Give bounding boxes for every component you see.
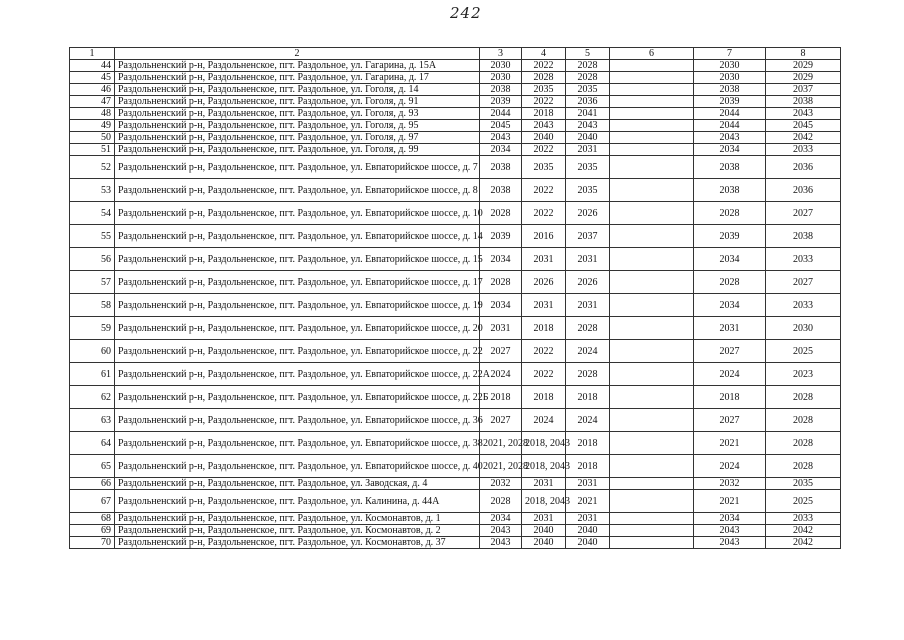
col8-cell: 2045 xyxy=(766,120,841,132)
table-row xyxy=(70,72,841,84)
col6-cell xyxy=(610,455,694,478)
col8-cell: 2033 xyxy=(766,294,841,317)
col5-cell: 2028 xyxy=(566,72,610,84)
col8-cell: 2025 xyxy=(766,490,841,513)
address-cell: Раздольненский р-н, Раздольненское, пгт. Раздольное, ул. Евпаторийское шоссе, д. 36 xyxy=(115,409,480,432)
col7-cell: 2044 xyxy=(694,120,766,132)
col6-cell xyxy=(610,525,694,537)
col3-cell: 2021, 2028 xyxy=(480,432,522,455)
row-number: 44 xyxy=(70,60,115,72)
col7-cell: 2027 xyxy=(694,340,766,363)
address-cell: Раздольненский р-н, Раздольненское, пгт. Раздольное, ул. Гоголя, д. 14 xyxy=(115,84,480,96)
address-cell: Раздольненский р-н, Раздольненское, пгт. Раздольное, ул. Гоголя, д. 93 xyxy=(115,108,480,120)
row-number: 61 xyxy=(70,363,115,386)
col3-cell: 2039 xyxy=(480,96,522,108)
row-number: 67 xyxy=(70,490,115,513)
address-cell: Раздольненский р-н, Раздольненское, пгт. Раздольное, ул. Евпаторийское шоссе, д. 38 xyxy=(115,432,480,455)
row-number: 59 xyxy=(70,317,115,340)
col4-cell: 2018, 2043 xyxy=(522,455,566,478)
col8-cell: 2028 xyxy=(766,386,841,409)
col4-cell: 2031 xyxy=(522,294,566,317)
col3-cell: 2032 xyxy=(480,478,522,490)
col6-cell xyxy=(610,478,694,490)
col5-cell: 2031 xyxy=(566,144,610,156)
col5-cell: 2043 xyxy=(566,120,610,132)
row-number: 45 xyxy=(70,72,115,84)
address-cell: Раздольненский р-н, Раздольненское, пгт. Раздольное, ул. Евпаторийское шоссе, д. 22 xyxy=(115,340,480,363)
col3-cell: 2043 xyxy=(480,525,522,537)
col4-cell: 2035 xyxy=(522,156,566,179)
address-cell: Раздольненский р-н, Раздольненское, пгт. Раздольное, ул. Космонавтов, д. 37 xyxy=(115,537,480,549)
address-cell: Раздольненский р-н, Раздольненское, пгт. Раздольное, ул. Евпаторийское шоссе, д. 15 xyxy=(115,248,480,271)
col3-cell: 2043 xyxy=(480,537,522,549)
col5-cell: 2018 xyxy=(566,432,610,455)
address-cell: Раздольненский р-н, Раздольненское, пгт. Раздольное, ул. Евпаторийское шоссе, д. 10 xyxy=(115,202,480,225)
col6-cell xyxy=(610,340,694,363)
table-row xyxy=(70,490,841,513)
col5-cell: 2040 xyxy=(566,537,610,549)
row-number: 58 xyxy=(70,294,115,317)
col4-cell: 2022 xyxy=(522,96,566,108)
col7-cell: 2034 xyxy=(694,294,766,317)
col7-cell: 2038 xyxy=(694,84,766,96)
col5-cell: 2035 xyxy=(566,156,610,179)
table-row xyxy=(70,386,841,409)
col7-cell: 2044 xyxy=(694,108,766,120)
table-row xyxy=(70,455,841,478)
col7-cell: 2043 xyxy=(694,132,766,144)
col6-cell xyxy=(610,120,694,132)
col8-cell: 2038 xyxy=(766,225,841,248)
col7-cell: 2024 xyxy=(694,363,766,386)
col6-cell xyxy=(610,108,694,120)
address-cell: Раздольненский р-н, Раздольненское, пгт. Раздольное, ул. Евпаторийское шоссе, д. 19 xyxy=(115,294,480,317)
address-cell: Раздольненский р-н, Раздольненское, пгт. Раздольное, ул. Гоголя, д. 95 xyxy=(115,120,480,132)
col3-cell: 2043 xyxy=(480,132,522,144)
col3-cell: 2044 xyxy=(480,108,522,120)
col4-cell: 2024 xyxy=(522,409,566,432)
col6-cell xyxy=(610,386,694,409)
col5-cell: 2031 xyxy=(566,248,610,271)
col4-cell: 2035 xyxy=(522,84,566,96)
col6-cell xyxy=(610,225,694,248)
col5-cell: 2035 xyxy=(566,179,610,202)
col4-cell: 2043 xyxy=(522,120,566,132)
col8-cell: 2042 xyxy=(766,525,841,537)
col5-cell: 2024 xyxy=(566,340,610,363)
col5-cell: 2031 xyxy=(566,513,610,525)
col8-cell: 2027 xyxy=(766,271,841,294)
col5-cell: 2018 xyxy=(566,455,610,478)
col8-cell: 2028 xyxy=(766,455,841,478)
col6-cell xyxy=(610,132,694,144)
table-row xyxy=(70,478,841,490)
col8-cell: 2036 xyxy=(766,179,841,202)
row-number: 69 xyxy=(70,525,115,537)
col7-cell: 2043 xyxy=(694,537,766,549)
address-cell: Раздольненский р-н, Раздольненское, пгт. Раздольное, ул. Евпаторийское шоссе, д. 22Б xyxy=(115,386,480,409)
address-cell: Раздольненский р-н, Раздольненское, пгт. Раздольное, ул. Евпаторийское шоссе, д. 7 xyxy=(115,156,480,179)
col4-cell: 2016 xyxy=(522,225,566,248)
col3-cell: 2034 xyxy=(480,294,522,317)
table-row xyxy=(70,156,841,179)
col4-cell: 2040 xyxy=(522,537,566,549)
col8-cell: 2037 xyxy=(766,84,841,96)
col3-cell: 2027 xyxy=(480,409,522,432)
col5-cell: 2031 xyxy=(566,294,610,317)
row-number: 48 xyxy=(70,108,115,120)
page-number: 242 xyxy=(450,4,482,22)
table-header-row xyxy=(70,48,841,60)
col3-cell: 2028 xyxy=(480,271,522,294)
table-row xyxy=(70,202,841,225)
col7-cell: 2039 xyxy=(694,96,766,108)
col4-cell: 2022 xyxy=(522,202,566,225)
col3-cell: 2039 xyxy=(480,225,522,248)
table-body xyxy=(70,60,841,549)
address-cell: Раздольненский р-н, Раздольненское, пгт. Раздольное, ул. Калинина, д. 44А xyxy=(115,490,480,513)
col3-cell: 2024 xyxy=(480,363,522,386)
row-number: 55 xyxy=(70,225,115,248)
col5-cell: 2036 xyxy=(566,96,610,108)
col6-cell xyxy=(610,248,694,271)
address-cell: Раздольненский р-н, Раздольненское, пгт. Раздольное, ул. Гоголя, д. 91 xyxy=(115,96,480,108)
document-table xyxy=(69,47,841,549)
table-row xyxy=(70,108,841,120)
col3-cell: 2027 xyxy=(480,340,522,363)
col7-cell: 2028 xyxy=(694,202,766,225)
col8-cell: 2042 xyxy=(766,132,841,144)
col4-cell: 2022 xyxy=(522,144,566,156)
col7-cell: 2043 xyxy=(694,525,766,537)
column-header-5: 5 xyxy=(566,48,610,60)
row-number: 50 xyxy=(70,132,115,144)
col7-cell: 2034 xyxy=(694,248,766,271)
col3-cell: 2018 xyxy=(480,386,522,409)
col7-cell: 2038 xyxy=(694,156,766,179)
address-cell: Раздольненский р-н, Раздольненское, пгт. Раздольное, ул. Евпаторийское шоссе, д. 20 xyxy=(115,317,480,340)
row-number: 68 xyxy=(70,513,115,525)
address-cell: Раздольненский р-н, Раздольненское, пгт. Раздольное, ул. Евпаторийское шоссе, д. 40 xyxy=(115,455,480,478)
col6-cell xyxy=(610,271,694,294)
table-row xyxy=(70,537,841,549)
col4-cell: 2018 xyxy=(522,317,566,340)
column-header-4: 4 xyxy=(522,48,566,60)
col6-cell xyxy=(610,202,694,225)
col3-cell: 2034 xyxy=(480,144,522,156)
table-row xyxy=(70,525,841,537)
column-header-3: 3 xyxy=(480,48,522,60)
col7-cell: 2032 xyxy=(694,478,766,490)
col6-cell xyxy=(610,294,694,317)
address-cell: Раздольненский р-н, Раздольненское, пгт. Раздольное, ул. Гагарина, д. 17 xyxy=(115,72,480,84)
row-number: 52 xyxy=(70,156,115,179)
col5-cell: 2041 xyxy=(566,108,610,120)
column-header-8: 8 xyxy=(766,48,841,60)
col7-cell: 2021 xyxy=(694,490,766,513)
table-row xyxy=(70,363,841,386)
col6-cell xyxy=(610,96,694,108)
col7-cell: 2039 xyxy=(694,225,766,248)
col6-cell xyxy=(610,156,694,179)
col7-cell: 2030 xyxy=(694,72,766,84)
table-row xyxy=(70,144,841,156)
table-row xyxy=(70,60,841,72)
col8-cell: 2028 xyxy=(766,432,841,455)
table-row xyxy=(70,340,841,363)
col8-cell: 2027 xyxy=(766,202,841,225)
col6-cell xyxy=(610,84,694,96)
col3-cell: 2038 xyxy=(480,156,522,179)
col4-cell: 2026 xyxy=(522,271,566,294)
col6-cell xyxy=(610,490,694,513)
col4-cell: 2031 xyxy=(522,478,566,490)
col7-cell: 2034 xyxy=(694,513,766,525)
address-cell: Раздольненский р-н, Раздольненское, пгт. Раздольное, ул. Заводская, д. 4 xyxy=(115,478,480,490)
row-number: 49 xyxy=(70,120,115,132)
col4-cell: 2022 xyxy=(522,179,566,202)
col3-cell: 2031 xyxy=(480,317,522,340)
table-row xyxy=(70,294,841,317)
col5-cell: 2040 xyxy=(566,525,610,537)
col8-cell: 2023 xyxy=(766,363,841,386)
column-header-7: 7 xyxy=(694,48,766,60)
address-cell: Раздольненский р-н, Раздольненское, пгт. Раздольное, ул. Евпаторийское шоссе, д. 8 xyxy=(115,179,480,202)
col4-cell: 2018, 2043 xyxy=(522,432,566,455)
col8-cell: 2042 xyxy=(766,537,841,549)
col4-cell: 2018 xyxy=(522,386,566,409)
col7-cell: 2038 xyxy=(694,179,766,202)
col8-cell: 2038 xyxy=(766,96,841,108)
row-number: 60 xyxy=(70,340,115,363)
col8-cell: 2030 xyxy=(766,317,841,340)
col8-cell: 2029 xyxy=(766,60,841,72)
table-row xyxy=(70,409,841,432)
col8-cell: 2029 xyxy=(766,72,841,84)
row-number: 63 xyxy=(70,409,115,432)
row-number: 51 xyxy=(70,144,115,156)
col5-cell: 2028 xyxy=(566,60,610,72)
col6-cell xyxy=(610,409,694,432)
row-number: 64 xyxy=(70,432,115,455)
row-number: 56 xyxy=(70,248,115,271)
col5-cell: 2028 xyxy=(566,363,610,386)
col8-cell: 2025 xyxy=(766,340,841,363)
col6-cell xyxy=(610,537,694,549)
table-row xyxy=(70,271,841,294)
col5-cell: 2037 xyxy=(566,225,610,248)
table-row xyxy=(70,179,841,202)
row-number: 54 xyxy=(70,202,115,225)
col8-cell: 2033 xyxy=(766,248,841,271)
col6-cell xyxy=(610,513,694,525)
col4-cell: 2022 xyxy=(522,60,566,72)
col3-cell: 2028 xyxy=(480,490,522,513)
table-row xyxy=(70,513,841,525)
col5-cell: 2031 xyxy=(566,478,610,490)
row-number: 57 xyxy=(70,271,115,294)
col3-cell: 2034 xyxy=(480,248,522,271)
row-number: 47 xyxy=(70,96,115,108)
table-row xyxy=(70,84,841,96)
col5-cell: 2021 xyxy=(566,490,610,513)
table-row xyxy=(70,225,841,248)
col5-cell: 2040 xyxy=(566,132,610,144)
col7-cell: 2018 xyxy=(694,386,766,409)
column-header-1: 1 xyxy=(70,48,115,60)
col6-cell xyxy=(610,72,694,84)
col3-cell: 2045 xyxy=(480,120,522,132)
col5-cell: 2035 xyxy=(566,84,610,96)
col5-cell: 2026 xyxy=(566,202,610,225)
col4-cell: 2028 xyxy=(522,72,566,84)
table-row xyxy=(70,120,841,132)
row-number: 53 xyxy=(70,179,115,202)
col4-cell: 2018, 2043 xyxy=(522,490,566,513)
col8-cell: 2028 xyxy=(766,409,841,432)
row-number: 62 xyxy=(70,386,115,409)
col3-cell: 2030 xyxy=(480,60,522,72)
col7-cell: 2027 xyxy=(694,409,766,432)
table-row xyxy=(70,317,841,340)
col5-cell: 2018 xyxy=(566,386,610,409)
col3-cell: 2028 xyxy=(480,202,522,225)
col4-cell: 2031 xyxy=(522,513,566,525)
col7-cell: 2021 xyxy=(694,432,766,455)
col5-cell: 2026 xyxy=(566,271,610,294)
table-row xyxy=(70,248,841,271)
col8-cell: 2033 xyxy=(766,144,841,156)
col7-cell: 2024 xyxy=(694,455,766,478)
table-row xyxy=(70,132,841,144)
col4-cell: 2031 xyxy=(522,248,566,271)
col5-cell: 2028 xyxy=(566,317,610,340)
row-number: 66 xyxy=(70,478,115,490)
table-row xyxy=(70,432,841,455)
address-cell: Раздольненский р-н, Раздольненское, пгт. Раздольное, ул. Евпаторийское шоссе, д. 14 xyxy=(115,225,480,248)
col6-cell xyxy=(610,317,694,340)
address-cell: Раздольненский р-н, Раздольненское, пгт. Раздольное, ул. Космонавтов, д. 2 xyxy=(115,525,480,537)
col3-cell: 2021, 2028 xyxy=(480,455,522,478)
col6-cell xyxy=(610,363,694,386)
col7-cell: 2031 xyxy=(694,317,766,340)
col4-cell: 2040 xyxy=(522,132,566,144)
row-number: 65 xyxy=(70,455,115,478)
address-cell: Раздольненский р-н, Раздольненское, пгт. Раздольное, ул. Космонавтов, д. 1 xyxy=(115,513,480,525)
address-cell: Раздольненский р-н, Раздольненское, пгт. Раздольное, ул. Гагарина, д. 15А xyxy=(115,60,480,72)
col8-cell: 2043 xyxy=(766,108,841,120)
row-number: 70 xyxy=(70,537,115,549)
col7-cell: 2028 xyxy=(694,271,766,294)
col4-cell: 2022 xyxy=(522,340,566,363)
col7-cell: 2030 xyxy=(694,60,766,72)
col7-cell: 2034 xyxy=(694,144,766,156)
column-header-6: 6 xyxy=(610,48,694,60)
col3-cell: 2038 xyxy=(480,84,522,96)
col8-cell: 2035 xyxy=(766,478,841,490)
col4-cell: 2022 xyxy=(522,363,566,386)
address-cell: Раздольненский р-н, Раздольненское, пгт. Раздольное, ул. Евпаторийское шоссе, д. 22А xyxy=(115,363,480,386)
col8-cell: 2033 xyxy=(766,513,841,525)
address-cell: Раздольненский р-н, Раздольненское, пгт. Раздольное, ул. Гоголя, д. 97 xyxy=(115,132,480,144)
col3-cell: 2030 xyxy=(480,72,522,84)
table-row xyxy=(70,96,841,108)
col6-cell xyxy=(610,144,694,156)
col5-cell: 2024 xyxy=(566,409,610,432)
row-number: 46 xyxy=(70,84,115,96)
col6-cell xyxy=(610,60,694,72)
col6-cell xyxy=(610,432,694,455)
col3-cell: 2038 xyxy=(480,179,522,202)
col3-cell: 2034 xyxy=(480,513,522,525)
address-cell: Раздольненский р-н, Раздольненское, пгт. Раздольное, ул. Евпаторийское шоссе, д. 17 xyxy=(115,271,480,294)
address-cell: Раздольненский р-н, Раздольненское, пгт. Раздольное, ул. Гоголя, д. 99 xyxy=(115,144,480,156)
col4-cell: 2040 xyxy=(522,525,566,537)
col8-cell: 2036 xyxy=(766,156,841,179)
column-header-2: 2 xyxy=(115,48,480,60)
col6-cell xyxy=(610,179,694,202)
col4-cell: 2018 xyxy=(522,108,566,120)
